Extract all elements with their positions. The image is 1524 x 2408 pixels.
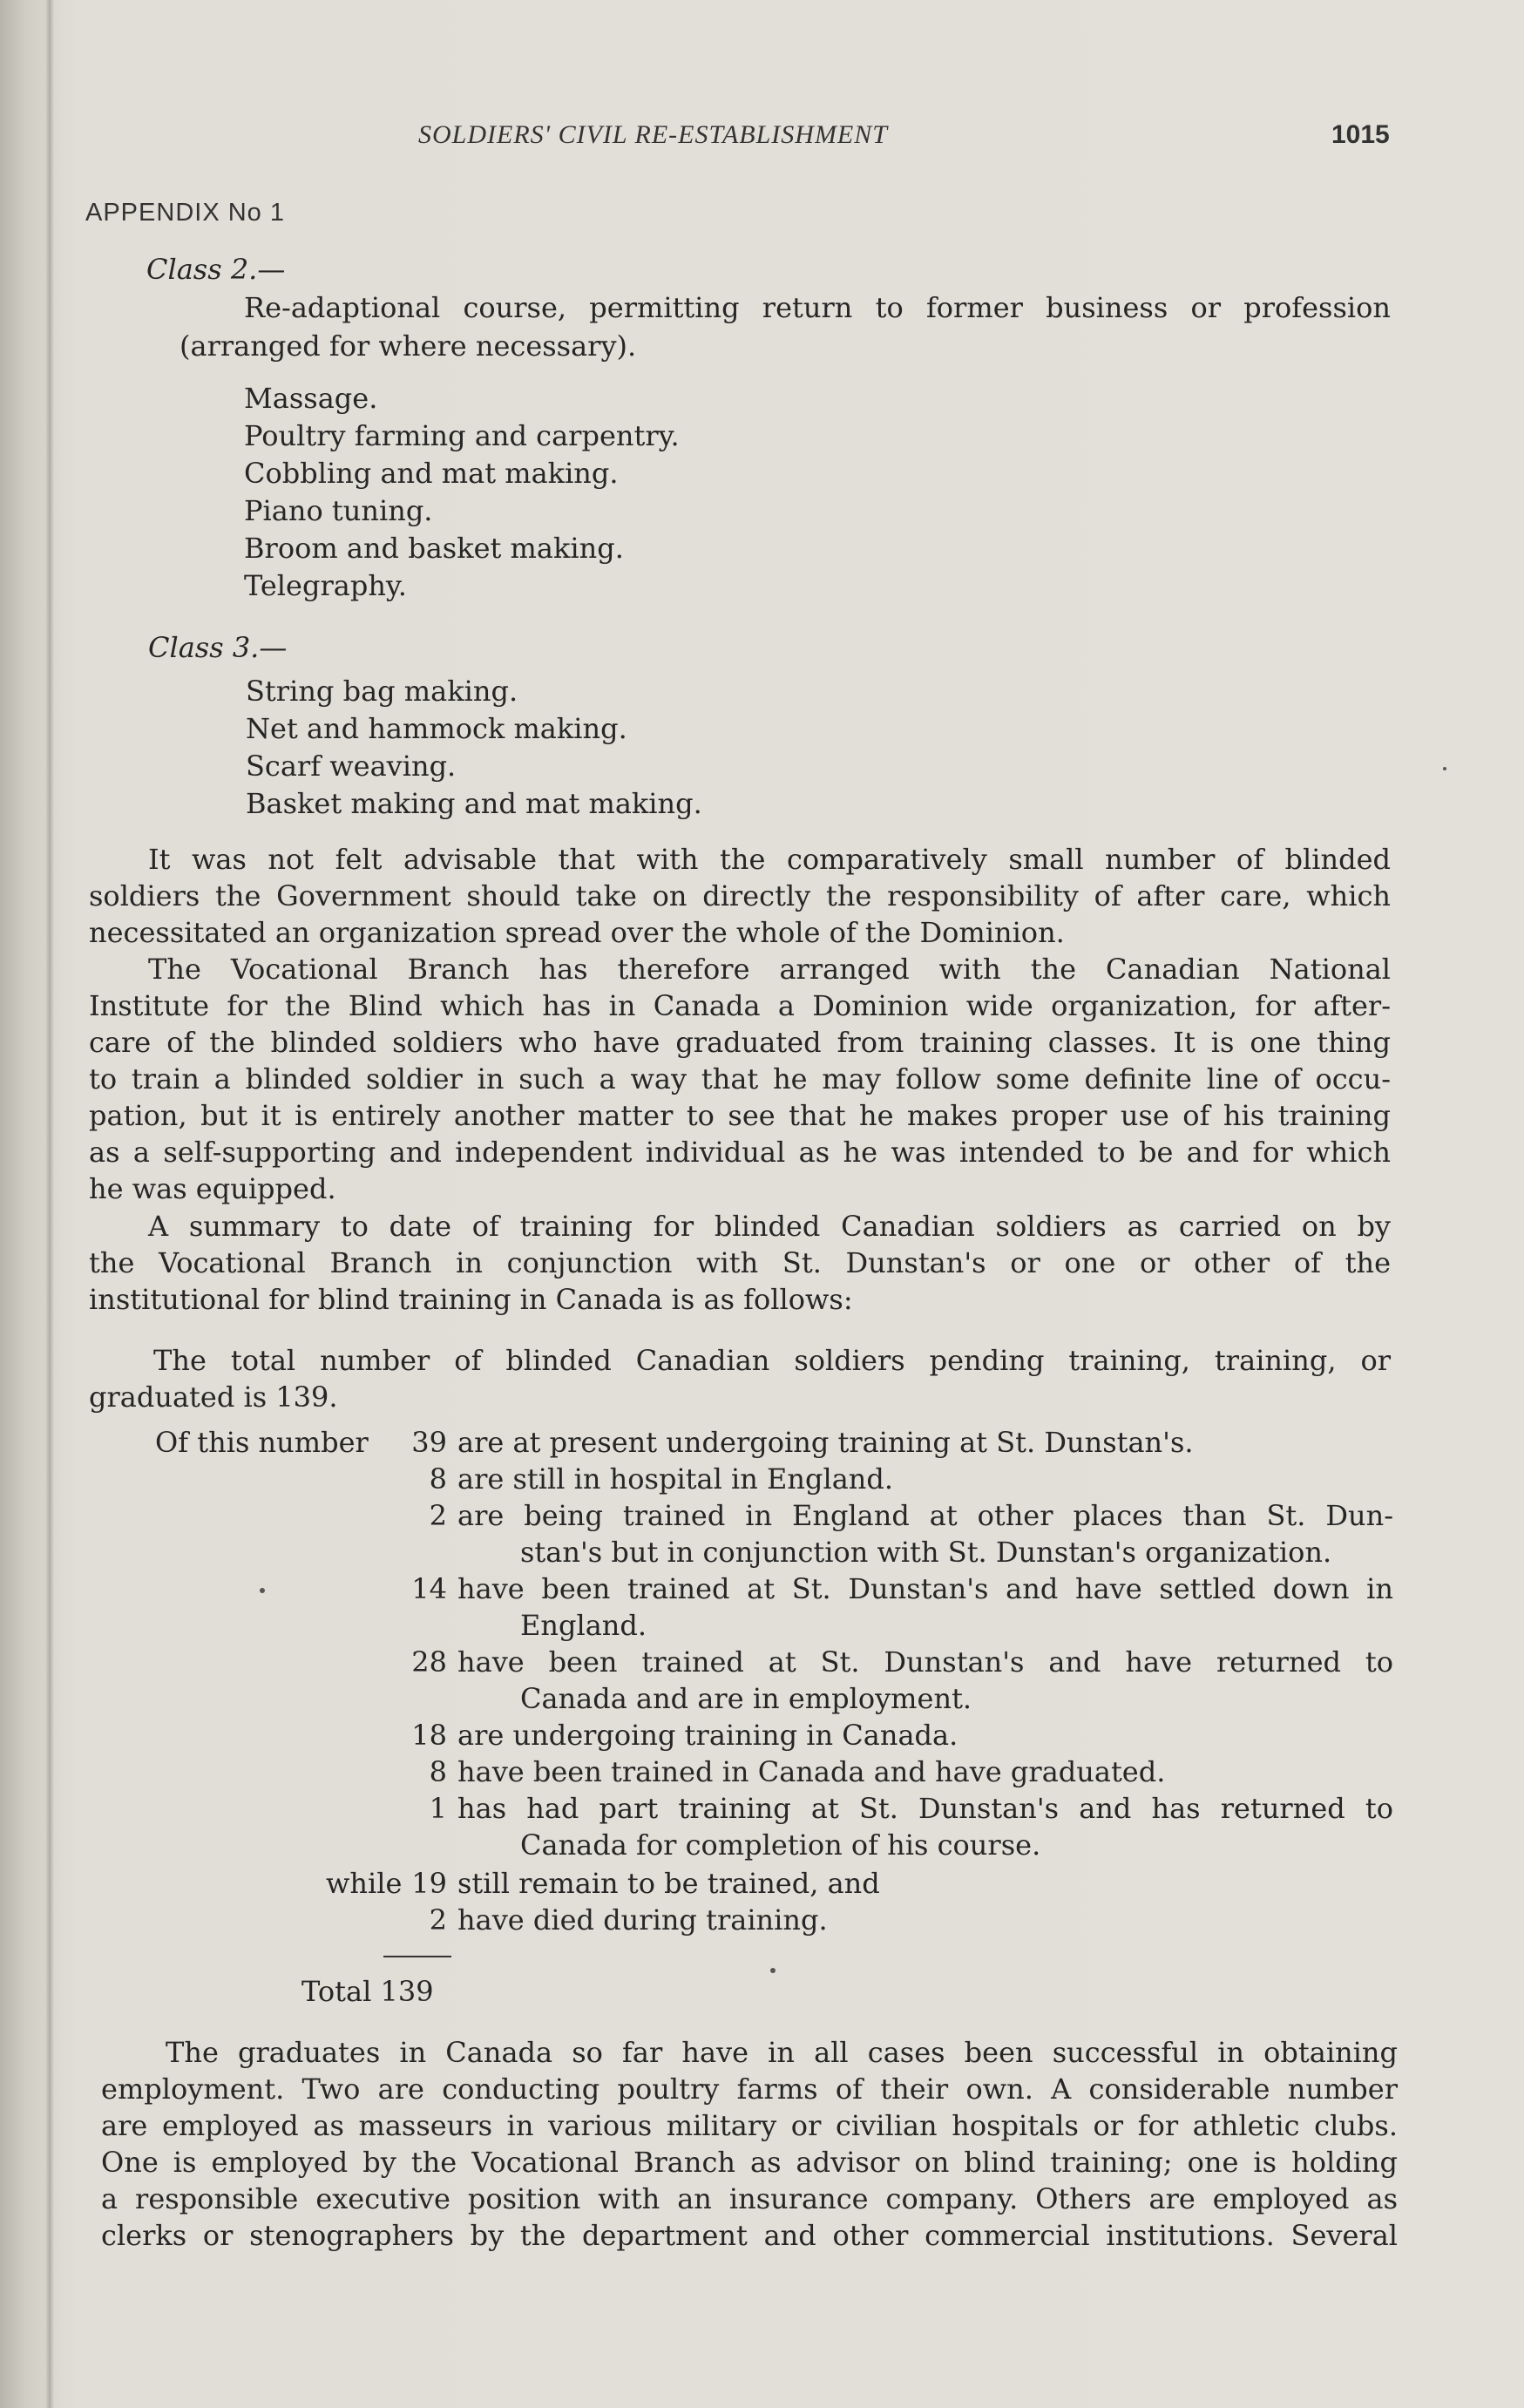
class-2-item: Poultry farming and carpentry.	[244, 419, 680, 452]
summary-total: Total 139	[301, 1975, 434, 2008]
summary-row-text: are still in hospital in England.	[457, 1462, 894, 1496]
paragraph-1-line: It was not felt advisable that with the comparatively small number of blinded	[148, 843, 1391, 876]
paragraph-5-line: a responsible executive position with an insurance company. Others are employed as	[101, 2182, 1398, 2215]
summary-row-text: have been trained at St. Dunstan's and have settled down in	[457, 1572, 1393, 1605]
summary-row-text: stan's but in conjunction with St. Dunstan's organization.	[520, 1536, 1332, 1569]
total-rule	[383, 1956, 451, 1957]
paragraph-1-line: soldiers the Government should take on directly the responsibility of after care, which	[89, 879, 1391, 912]
summary-row-number: 1	[429, 1792, 447, 1825]
paragraph-3-line: the Vocational Branch in conjunction with St. Dunstan's or one or other of the	[89, 1246, 1391, 1279]
paper-speck	[1443, 767, 1446, 770]
summary-row-text: has had part training at St. Dunstan's and has returned to	[457, 1792, 1393, 1825]
paper-speck	[770, 1968, 776, 1973]
summary-lead: Of this number	[155, 1426, 369, 1459]
paragraph-2-line: care of the blinded soldiers who have graduated from training classes. It is one thing	[89, 1026, 1391, 1059]
summary-row-text: are being trained in England at other places than St. Dun-	[457, 1499, 1393, 1532]
class-2-item: Piano tuning.	[244, 494, 433, 527]
binding-shadow	[45, 0, 54, 2408]
paragraph-2-line: he was equipped.	[89, 1172, 336, 1205]
class-2-item: Massage.	[244, 382, 378, 415]
summary-row-text: still remain to be trained, and	[457, 1867, 880, 1900]
summary-row-number: 28	[411, 1645, 447, 1679]
class-3-item: Basket making and mat making.	[246, 787, 702, 820]
class-2-intro-line-1: Re-adaptional course, permitting return to former business or profession	[244, 291, 1391, 324]
appendix-label: APPENDIX No 1	[85, 199, 285, 227]
paragraph-2-line: as a self-supporting and independent individual as he was intended to be and for which	[89, 1136, 1391, 1169]
paragraph-2-line: Institute for the Blind which has in Canada a Dominion wide organization, for after-	[89, 989, 1391, 1022]
running-header: SOLDIERS' CIVIL RE-ESTABLISHMENT	[418, 120, 888, 149]
class-2-intro-line-2: (arranged for where necessary).	[179, 329, 637, 363]
paragraph-4-line: graduated is 139.	[89, 1380, 338, 1414]
paragraph-1-line: necessitated an organization spread over the whole of the Dominion.	[89, 916, 1065, 949]
summary-row-number: 2	[429, 1903, 447, 1937]
summary-row-text: are at present undergoing training at St. Dunstan's.	[457, 1426, 1194, 1459]
paragraph-4-line: The total number of blinded Canadian soldiers pending training, training, or	[153, 1344, 1391, 1377]
class-2-item: Telegraphy.	[244, 569, 407, 602]
class-2-item: Cobbling and mat making.	[244, 457, 619, 490]
summary-row-text: Canada for completion of his course.	[520, 1828, 1041, 1862]
summary-row-text: are undergoing training in Canada.	[457, 1719, 958, 1752]
summary-row-text: Canada and are in employment.	[520, 1682, 972, 1715]
paragraph-5-line: are employed as masseurs in various military or civilian hospitals or for athletic clubs.	[101, 2109, 1398, 2142]
class-3-item: Net and hammock making.	[246, 712, 627, 745]
paragraph-2-line: The Vocational Branch has therefore arranged with the Canadian National	[148, 953, 1391, 986]
paragraph-5-line: employment. Two are conducting poultry farms of their own. A considerable number	[101, 2072, 1398, 2106]
summary-row-number: 8	[429, 1462, 447, 1496]
paper-speck	[260, 1588, 265, 1593]
summary-row-number: 39	[411, 1426, 447, 1459]
class-3-item: Scarf weaving.	[246, 750, 457, 783]
paragraph-3-line: institutional for blind training in Canada is as follows:	[89, 1283, 853, 1316]
summary-row-number: 8	[429, 1755, 447, 1788]
paragraph-5-line: clerks or stenographers by the department and other commercial institutions. Several	[101, 2219, 1398, 2252]
paragraph-5-line: One is employed by the Vocational Branch as advisor on blind training; one is holding	[101, 2146, 1398, 2179]
summary-row-text: have died during training.	[457, 1903, 828, 1937]
class-2-item: Broom and basket making.	[244, 532, 624, 565]
paragraph-3-line: A summary to date of training for blinded Canadian soldiers as carried on by	[148, 1210, 1391, 1243]
summary-row-number: 19	[411, 1867, 447, 1900]
summary-row-number: 2	[429, 1499, 447, 1532]
paragraph-2-line: to train a blinded soldier in such a way that he may follow some definite line of occu-	[89, 1062, 1391, 1095]
summary-row-text: England.	[520, 1609, 647, 1642]
class-2-heading: Class 2.—	[146, 253, 286, 286]
summary-row-text: have been trained at St. Dunstan's and have returned to	[457, 1645, 1393, 1679]
class-3-item: String bag making.	[246, 675, 518, 708]
summary-row-text: have been trained in Canada and have graduated.	[457, 1755, 1166, 1788]
paragraph-5-line: The graduates in Canada so far have in all cases been successful in obtaining	[166, 2036, 1398, 2069]
summary-row-number: 18	[411, 1719, 447, 1752]
paragraph-2-line: pation, but it is entirely another matter to see that he makes proper use of his training	[89, 1099, 1391, 1132]
summary-row-number: 14	[411, 1572, 447, 1605]
summary-while-label: while	[326, 1867, 403, 1900]
page-number: 1015	[1331, 120, 1390, 149]
class-3-heading: Class 3.—	[148, 631, 288, 664]
